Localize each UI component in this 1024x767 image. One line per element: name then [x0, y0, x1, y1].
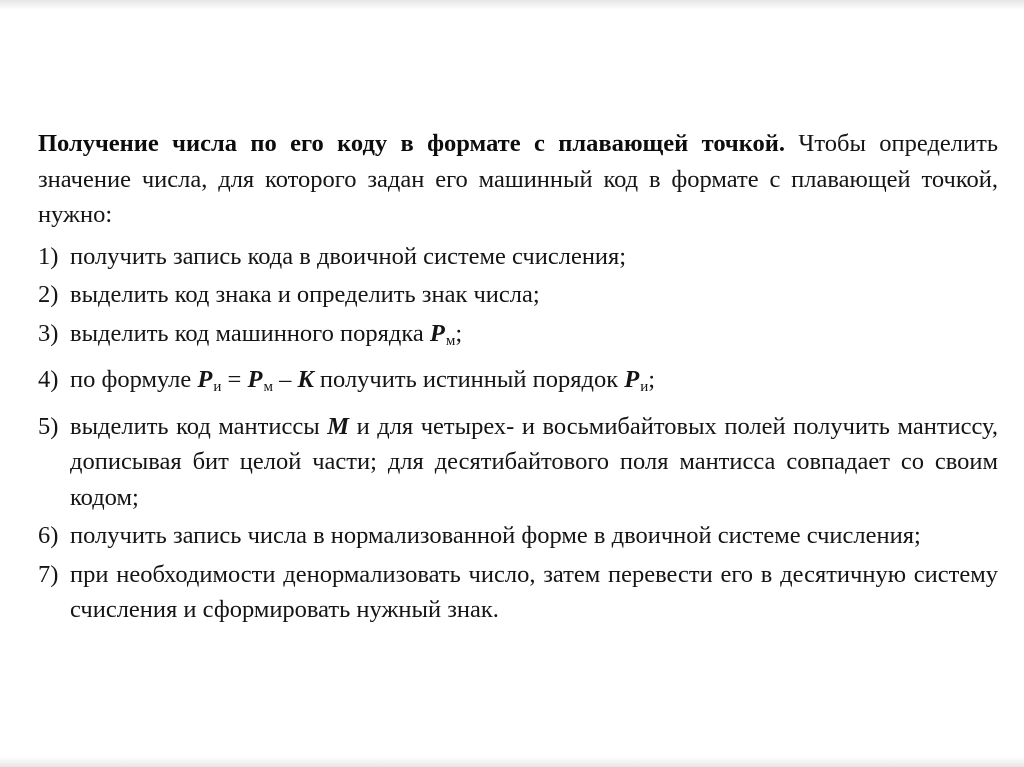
step-5 — [38, 409, 998, 516]
math-symbol: P — [624, 366, 640, 393]
math-subscript: м — [263, 379, 273, 395]
intro-bold-title: Получение числа по его коду в формате с плавающей точкой. — [38, 130, 786, 157]
steps-list — [38, 239, 998, 628]
step-1 — [38, 239, 998, 275]
step-6 — [38, 518, 998, 554]
step-number: 6) — [38, 522, 59, 549]
math-symbol: P — [429, 319, 445, 347]
intro-text: Чтобы определить значение числа, для которого задан его машинный код в формате с плавающей точкой, нужно: — [38, 130, 999, 228]
intro-paragraph — [38, 126, 998, 233]
step-7 — [38, 557, 998, 628]
step-number: 4) — [38, 366, 59, 393]
step-number: 5) — [38, 412, 59, 440]
math-subscript: м — [445, 332, 456, 349]
text-block — [38, 126, 998, 631]
step-3 — [38, 316, 998, 360]
step-text: получить запись числа в нормализованной форме в двоичной системе счисления; — [70, 522, 921, 549]
step-text: выделить код мантиссы — [70, 412, 328, 440]
step-text-end: ; — [455, 319, 463, 347]
step-number: 1) — [38, 242, 59, 270]
step-number: 2) — [38, 281, 59, 308]
math-minus: – — [272, 366, 298, 393]
step-number: 3) — [38, 319, 59, 347]
step-text-middle: получить истинный порядок — [313, 366, 625, 393]
math-subscript: и — [213, 379, 222, 395]
step-4 — [38, 362, 998, 406]
step-text-end: ; — [648, 366, 656, 393]
math-subscript: и — [640, 379, 649, 395]
math-symbol: P — [197, 366, 213, 393]
step-text: получить запись кода в двоичной системе счисления; — [70, 242, 627, 270]
step-text: выделить код машинного порядка — [70, 319, 430, 347]
math-equals: = — [221, 366, 248, 393]
step-text: по формуле — [70, 366, 198, 393]
step-text-end: и для четырех- и восьмибайтовых полей получить мантиссу, дописывая бит целой части; для десятибайтового поля мантисса совпадает со своим кодом; — [70, 412, 998, 511]
step-text: при необходимости денормализовать число, затем перевести его в десятичную систему счисления и сформировать нужный знак. — [70, 560, 998, 623]
step-2 — [38, 277, 998, 313]
step-text: выделить код знака и определить знак числа; — [70, 281, 540, 308]
step-number: 7) — [38, 560, 59, 588]
math-symbol: P — [247, 366, 263, 393]
math-symbol: K — [297, 366, 314, 393]
math-symbol: M — [327, 412, 350, 440]
